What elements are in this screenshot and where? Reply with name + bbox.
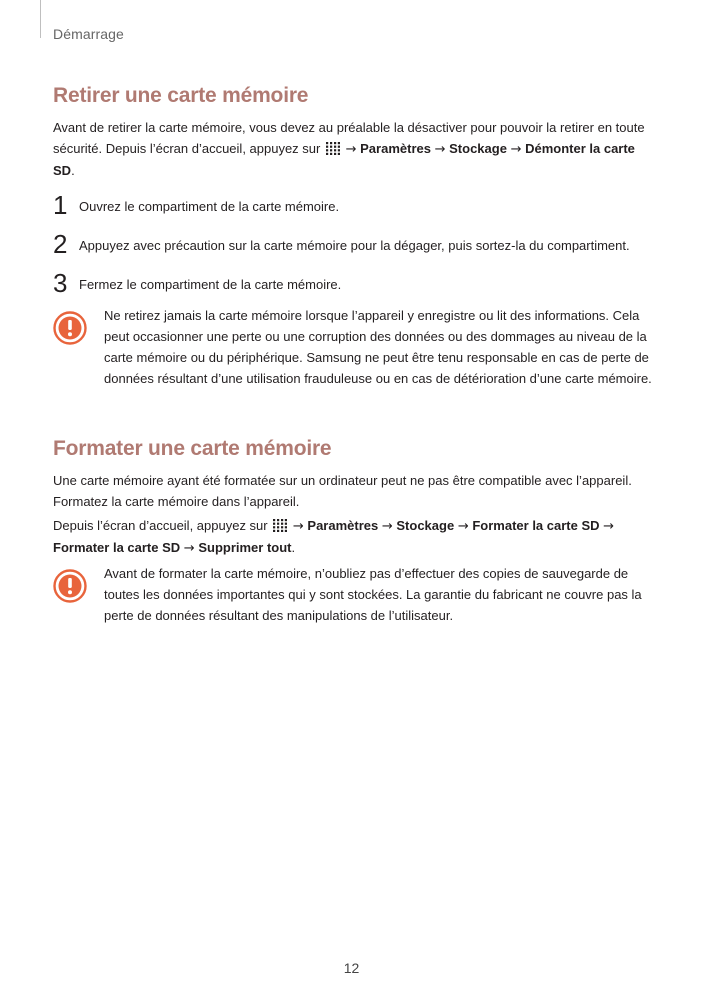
path-arrow: →: [345, 142, 357, 157]
step-number: 1: [53, 190, 68, 220]
warning-text: Ne retirez jamais la carte mémoire lorsque l’appareil y enregistre ou lit des informations. Cela peut occasionner une perte ou une corruption des données ou des dommages au niveau de la carte mémoire ou du périphérique. Samsung ne peut être tenu responsable en cas de perte de données résultant d’une utilisation frauduleuse ou en cas de détérioration d’une carte mémoire.: [104, 308, 652, 386]
path-arrow: →: [603, 519, 615, 534]
remove-card-intro-text: Avant de retirer la carte mémoire, vous devez au préalable la désactiver pour pouvoir la retirer en toute sécurité. Depuis l’écran d’accueil, appuyez sur: [53, 120, 645, 156]
path-item-storage: Stockage: [396, 518, 455, 533]
step-text: Appuyez avec précaution sur la carte mémoire pour la dégager, puis sortez-la du compartiment.: [79, 238, 630, 253]
format-card-intro: Une carte mémoire ayant été formatée sur un ordinateur peut ne pas être compatible avec l’appareil. Formatez la carte mémoire dans l’appareil.: [53, 473, 632, 509]
section-title-remove-card: Retirer une carte mémoire: [53, 84, 309, 107]
header-divider: [40, 0, 41, 38]
step-text: Ouvrez le compartiment de la carte mémoire.: [79, 199, 340, 214]
path-item-unmount-sd: Démonter la carte SD: [53, 141, 635, 178]
warning-icon: [53, 311, 87, 345]
path-arrow: →: [183, 541, 195, 556]
apps-grid-icon: [273, 519, 287, 532]
path-lead: Depuis l’écran d’accueil, appuyez sur: [53, 518, 268, 533]
warning-icon: [53, 569, 87, 603]
step-1: [53, 190, 663, 220]
step-2: [53, 229, 663, 259]
chapter-header: Démarrage: [53, 26, 124, 42]
path-item-format-sd-confirm: Formater la carte SD: [53, 540, 181, 555]
format-card-path: [53, 515, 653, 559]
page-number: 12: [343, 960, 360, 976]
step-3: [53, 268, 663, 298]
remove-card-intro: [53, 117, 653, 181]
apps-grid-icon: [326, 142, 340, 155]
path-item-settings: Paramètres: [307, 518, 379, 533]
step-number: 2: [53, 229, 68, 259]
path-item-storage: Stockage: [449, 141, 507, 156]
path-arrow: →: [434, 142, 446, 157]
path-item-format-sd: Formater la carte SD: [472, 518, 600, 533]
path-arrow: →: [510, 142, 522, 157]
step-text: Fermez le compartiment de la carte mémoire.: [79, 277, 342, 292]
step-number: 3: [53, 268, 68, 298]
path-arrow: →: [381, 519, 393, 534]
warning-text: Avant de formater la carte mémoire, n’oubliez pas d’effectuer des copies de sauvegarde de toutes les données importantes qui y sont stockées. La garantie du fabricant ne couvre pas la perte de données résultant des manipulations de l’utilisateur.: [104, 566, 642, 623]
intro-end: .: [71, 163, 75, 178]
path-end: .: [291, 540, 296, 555]
path-item-settings: Paramètres: [360, 141, 431, 156]
path-arrow: →: [292, 519, 304, 534]
path-item-delete-all: Supprimer tout: [198, 540, 292, 555]
path-arrow: →: [457, 519, 469, 534]
section-title-format-card: Formater une carte mémoire: [53, 437, 332, 460]
